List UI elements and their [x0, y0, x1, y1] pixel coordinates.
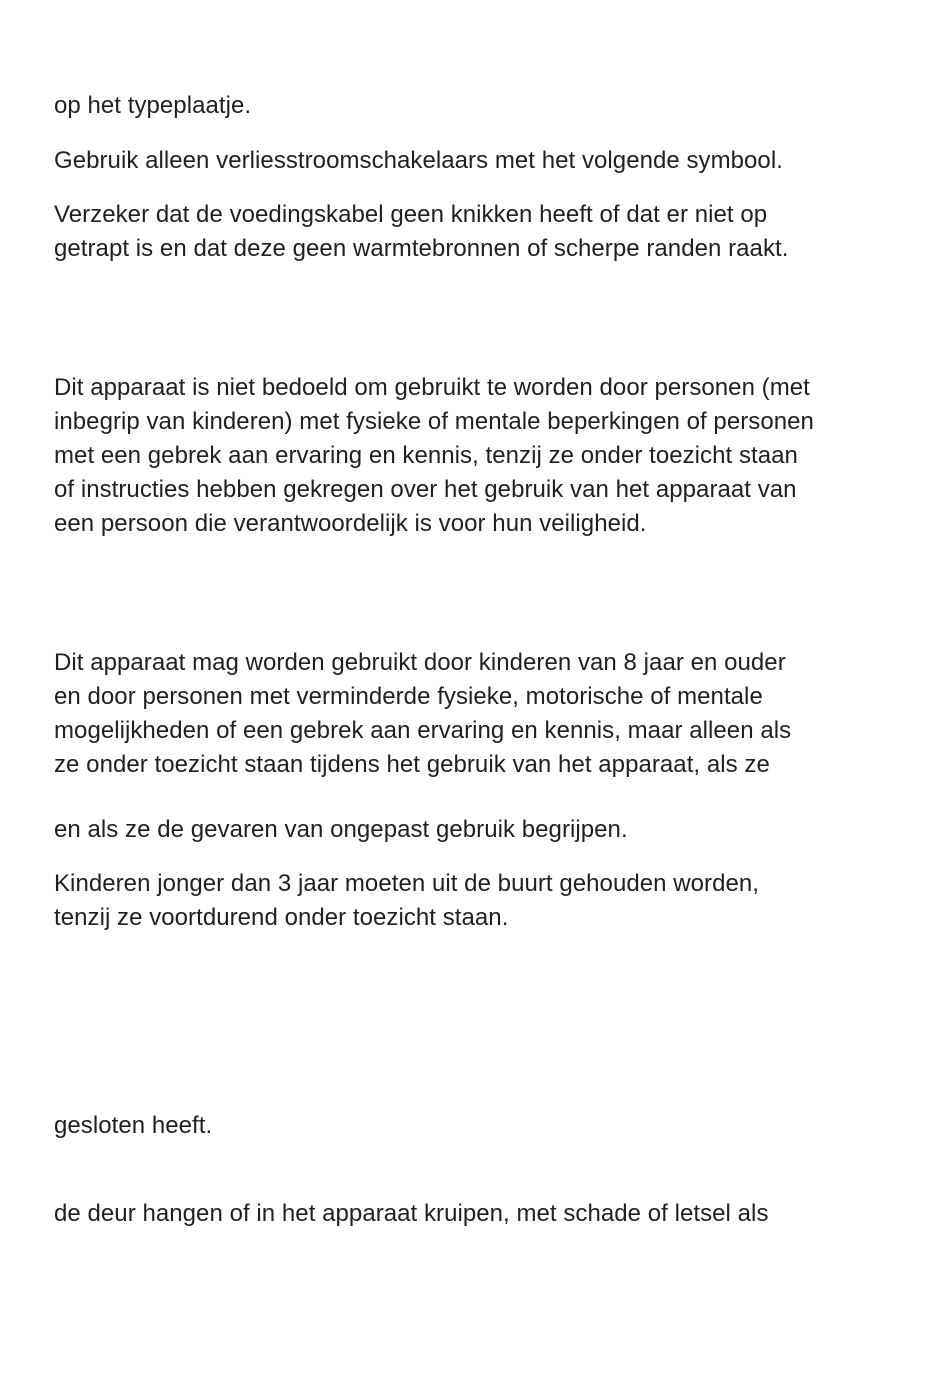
paragraph-not-intended-for [54, 371, 814, 541]
text-line: inbegrip van kinderen) met fysieke of mentale beperkingen of personen [54, 408, 814, 435]
paragraph-door-hanging [54, 1197, 769, 1231]
text-line: ze onder toezicht staan tijdens het gebruik van het apparaat, als ze [54, 751, 770, 778]
text-line: Dit apparaat is niet bedoeld om gebruikt te worden door personen (met [54, 374, 810, 401]
text-line: tenzij ze voortdurend onder toezicht staan. [54, 904, 509, 931]
text-line: Gebruik alleen verliesstroomschakelaars met het volgende symbool. [54, 147, 783, 174]
text-line: de deur hangen of in het apparaat kruipen, met schade of letsel als [54, 1200, 769, 1227]
paragraph-typeplate [54, 89, 251, 123]
text-line: met een gebrek aan ervaring en kennis, tenzij ze onder toezicht staan [54, 442, 798, 469]
paragraph-understand-hazards [54, 813, 628, 847]
text-line: Dit apparaat mag worden gebruikt door kinderen van 8 jaar en ouder [54, 649, 786, 676]
text-line: mogelijkheden of een gebrek aan ervaring en kennis, maar alleen als [54, 717, 792, 744]
text-line: getrapt is en dat deze geen warmtebronnen of scherpe randen raakt. [54, 235, 789, 262]
paragraph-children-8-years [54, 646, 791, 782]
paragraph-power-cable [54, 198, 788, 266]
text-line: of instructies hebben gekregen over het gebruik van het apparaat van [54, 476, 797, 503]
text-line: gesloten heeft. [54, 1112, 213, 1139]
text-line: en door personen met verminderde fysieke, motorische of mentale [54, 683, 763, 710]
paragraph-children-3-years [54, 867, 759, 935]
text-line: en als ze de gevaren van ongepast gebruik begrijpen. [54, 816, 628, 843]
paragraph-rcd-symbol [54, 144, 783, 178]
text-line: op het typeplaatje. [54, 92, 252, 119]
text-line: Kinderen jonger dan 3 jaar moeten uit de buurt gehouden worden, [54, 870, 759, 897]
paragraph-closed [54, 1109, 212, 1143]
text-line: een persoon die verantwoordelijk is voor hun veiligheid. [54, 510, 647, 537]
text-line: Verzeker dat de voedingskabel geen knikken heeft of dat er niet op [54, 201, 768, 228]
